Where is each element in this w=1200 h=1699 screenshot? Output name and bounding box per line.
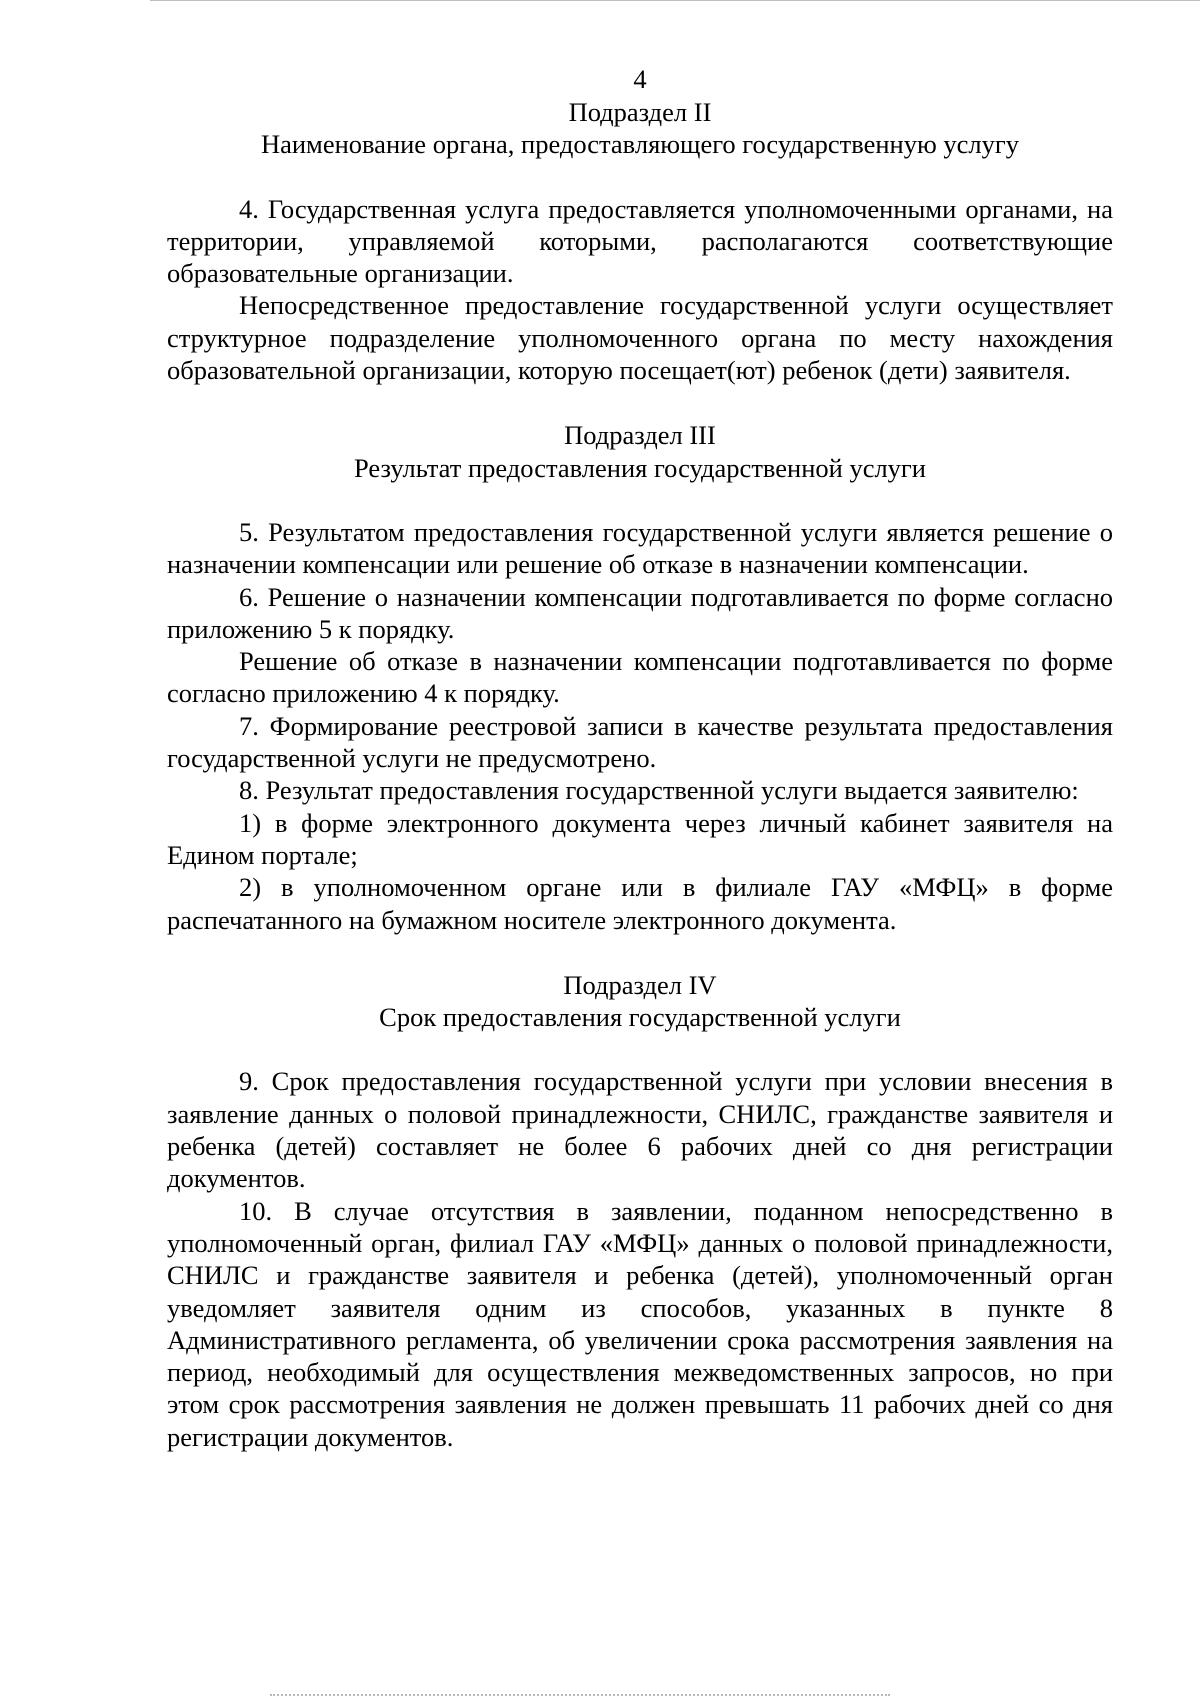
section-3-heading: Подраздел III bbox=[564, 420, 716, 451]
paragraph: Непосредственное предоставление государственной услуги осуществляет структурное подразделение уполномоченного органа по месту нахождения образовательной организации, которую посещает(ют) ребенок (дети) заявителя. bbox=[167, 290, 1113, 386]
section-4 bbox=[167, 969, 1113, 1453]
section-2 bbox=[167, 96, 1113, 386]
section-4-heading: Подраздел IV bbox=[563, 969, 717, 1000]
scan-bottom-marks bbox=[270, 1694, 890, 1698]
paragraph: 4. Государственная услуга предоставляется уполномоченными органами, на территории, управляемой которыми, располагаются соответствующие образовательные организации. bbox=[167, 193, 1113, 289]
section-2-heading: Подраздел II bbox=[568, 97, 712, 127]
paragraph: Решение об отказе в назначении компенсации подготавливается по форме согласно приложению 4 к порядку. bbox=[167, 646, 1113, 709]
section-2-subheading: Наименование органа, предоставляющего государственную услугу bbox=[260, 129, 1020, 160]
paragraph: 9. Срок предоставления государственной услуги при условии внесения в заявление данных о половой принадлежности, СНИЛС, гражданстве заявителя и ребенка (детей) составляет не более 6 рабочих дней со дня регистрации документов. bbox=[167, 1066, 1113, 1194]
paragraph: 6. Решение о назначении компенсации подготавливается по форме согласно приложению 5 к порядку. bbox=[167, 581, 1113, 644]
section-3-heading-block bbox=[167, 419, 1113, 484]
section-2-heading-block bbox=[167, 96, 1113, 161]
section-3 bbox=[167, 419, 1113, 935]
page-number: 4 bbox=[633, 64, 647, 94]
paragraph: 10. В случае отсутствия в заявлении, поданном непосредственно в уполномоченный орган, филиал ГАУ «МФЦ» данных о половой принадлежности, СНИЛС и гражданстве заявителя и ребенка (детей), уполномоченный орган уведомляет заявителя одним из способов, указанных в пункте 8 Административного регламента, об увеличении срока рассмотрения заявления на период, необходимый для осуществления межведомственных запросов, но при этом срок рассмотрения заявления не должен превышать 11 рабочих дней со дня регистрации документов. bbox=[167, 1195, 1113, 1452]
scan-top-edge bbox=[150, 0, 1200, 1]
paragraph: 1) в форме электронного документа через личный кабинет заявителя на Едином портале; bbox=[167, 807, 1113, 870]
paragraph: 7. Формирование реестровой записи в качестве результата предоставления государственной услуги не предусмотрено. bbox=[167, 710, 1113, 774]
paragraph: 2) в уполномоченном органе или в филиале ГАУ «МФЦ» в форме распечатанного на бумажном носителе электронного документа. bbox=[167, 872, 1113, 935]
paragraph: 5. Результатом предоставления государственной услуги является решение о назначении компенсации или решение об отказе в назначении компенсации. bbox=[167, 516, 1113, 580]
document-content bbox=[167, 62, 1113, 1486]
section-4-heading-block bbox=[167, 969, 1113, 1034]
section-3-subheading: Результат предоставления государственной услуги bbox=[354, 452, 926, 483]
paragraph: 8. Результат предоставления государственной услуги выдается заявителю: bbox=[239, 775, 1079, 806]
section-4-subheading: Срок предоставления государственной услуги bbox=[379, 1002, 901, 1033]
